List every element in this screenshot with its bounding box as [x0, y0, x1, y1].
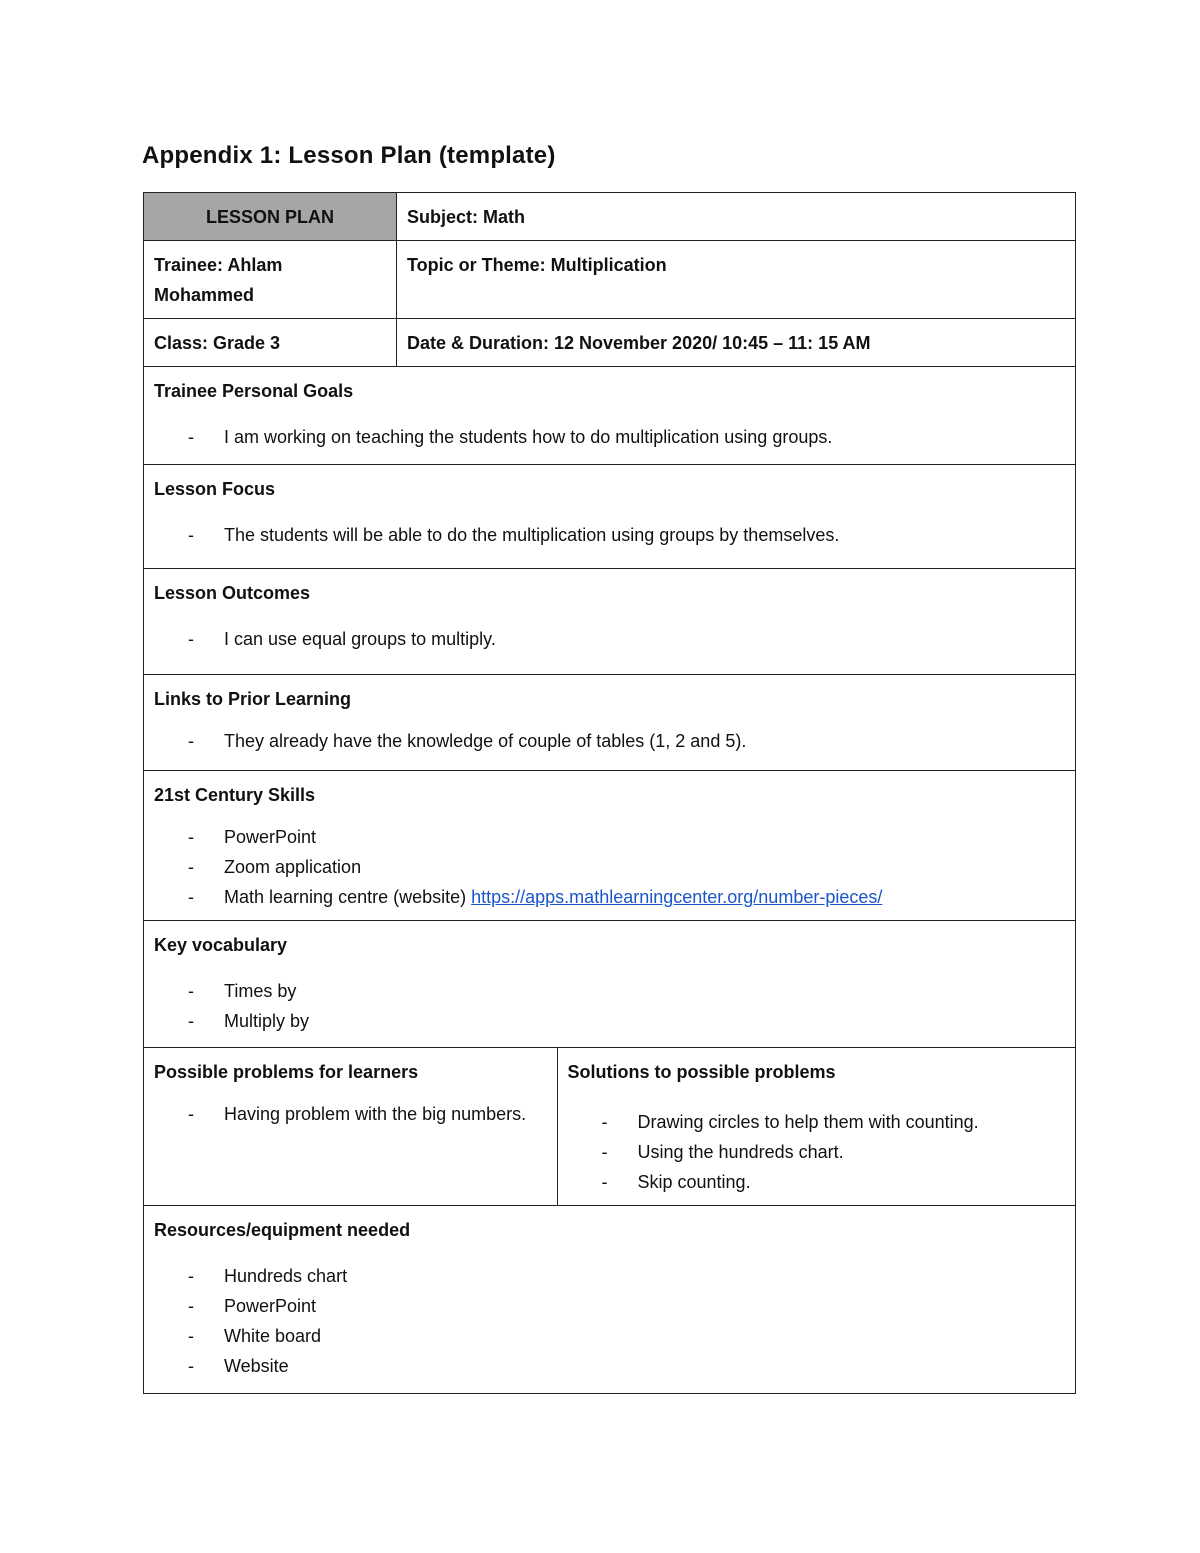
- solutions-list: [568, 1107, 1067, 1197]
- list-item: - Having problem with the big numbers.: [154, 1099, 547, 1129]
- list-item: - Skip counting.: [568, 1167, 1067, 1197]
- list-item: - PowerPoint: [154, 1291, 1065, 1321]
- lesson-outcomes-row: [144, 569, 1076, 675]
- section-heading: Lesson Focus: [154, 479, 276, 499]
- section-heading: Resources/equipment needed: [154, 1220, 411, 1240]
- list-item: [154, 882, 1065, 912]
- section-heading: Key vocabulary: [154, 935, 288, 955]
- list-item-text: Math learning centre (website): [224, 887, 472, 907]
- section-heading: 21st Century Skills: [154, 785, 316, 805]
- website-link[interactable]: https://apps.mathlearningcenter.org/number-pieces/: [471, 887, 883, 907]
- lesson-focus-list: [154, 520, 1065, 550]
- date-duration-cell: Date & Duration: 12 November 2020/ 10:45 – 11: 15 AM: [397, 319, 1076, 367]
- section-heading: Possible problems for learners: [154, 1062, 419, 1082]
- problems-solutions-table: [144, 1048, 1076, 1205]
- lesson-outcomes-cell: [144, 569, 1076, 675]
- vocabulary-row: [144, 921, 1076, 1048]
- list-item: - PowerPoint: [154, 822, 1065, 852]
- prior-learning-cell: [144, 675, 1076, 771]
- lesson-outcomes-list: [154, 624, 1065, 654]
- list-item: - Multiply by: [154, 1006, 1065, 1036]
- section-heading: Links to Prior Learning: [154, 689, 352, 709]
- skills-row: [144, 771, 1076, 921]
- personal-goals-row: [144, 367, 1076, 465]
- skills-cell: [144, 771, 1076, 921]
- prior-learning-row: [144, 675, 1076, 771]
- list-item: - Times by: [154, 976, 1065, 1006]
- vocabulary-cell: [144, 921, 1076, 1048]
- topic-cell: Topic or Theme: Multiplication: [397, 241, 1076, 319]
- resources-row: [144, 1206, 1076, 1394]
- subject-cell: Subject: Math: [397, 193, 1076, 241]
- section-heading: Solutions to possible problems: [567, 1062, 836, 1082]
- problems-solutions-cell: [144, 1048, 1076, 1206]
- list-item: - Using the hundreds chart.: [568, 1137, 1067, 1167]
- lesson-focus-row: [144, 465, 1076, 569]
- section-heading: Trainee Personal Goals: [154, 381, 354, 401]
- lesson-plan-table: [143, 192, 1076, 1394]
- resources-cell: [144, 1206, 1076, 1394]
- lesson-plan-label: LESSON PLAN: [144, 193, 397, 241]
- list-item: - The students will be able to do the multiplication using groups by themselves.: [154, 520, 1065, 550]
- problems-cell: [144, 1048, 557, 1205]
- lesson-focus-cell: [144, 465, 1076, 569]
- list-item: - Website: [154, 1351, 1065, 1381]
- personal-goals-list: [154, 422, 1065, 452]
- list-item: - They already have the knowledge of couple of tables (1, 2 and 5).: [154, 726, 1065, 756]
- page-title: Appendix 1: Lesson Plan (template): [142, 142, 556, 169]
- resources-list: [154, 1261, 1065, 1381]
- section-heading: Lesson Outcomes: [154, 583, 311, 603]
- list-item: - I am working on teaching the students how to do multiplication using groups.: [154, 422, 1065, 452]
- prior-learning-list: [154, 726, 1065, 756]
- list-item: - I can use equal groups to multiply.: [154, 624, 1065, 654]
- trainee-cell: Trainee: Ahlam Mohammed: [144, 241, 397, 319]
- personal-goals-cell: [144, 367, 1076, 465]
- class-row: [144, 319, 1076, 367]
- solutions-cell: [557, 1048, 1076, 1205]
- problems-list: [154, 1099, 547, 1129]
- trainee-row: [144, 241, 1076, 319]
- list-item: - Zoom application: [154, 852, 1065, 882]
- vocabulary-list: [154, 976, 1065, 1036]
- list-item: - Hundreds chart: [154, 1261, 1065, 1291]
- problems-solutions-row: [144, 1048, 1076, 1206]
- list-item: - White board: [154, 1321, 1065, 1351]
- list-item: - Drawing circles to help them with counting.: [568, 1107, 1067, 1137]
- class-cell: Class: Grade 3: [144, 319, 397, 367]
- header-row: [144, 193, 1076, 241]
- skills-list: [154, 822, 1065, 912]
